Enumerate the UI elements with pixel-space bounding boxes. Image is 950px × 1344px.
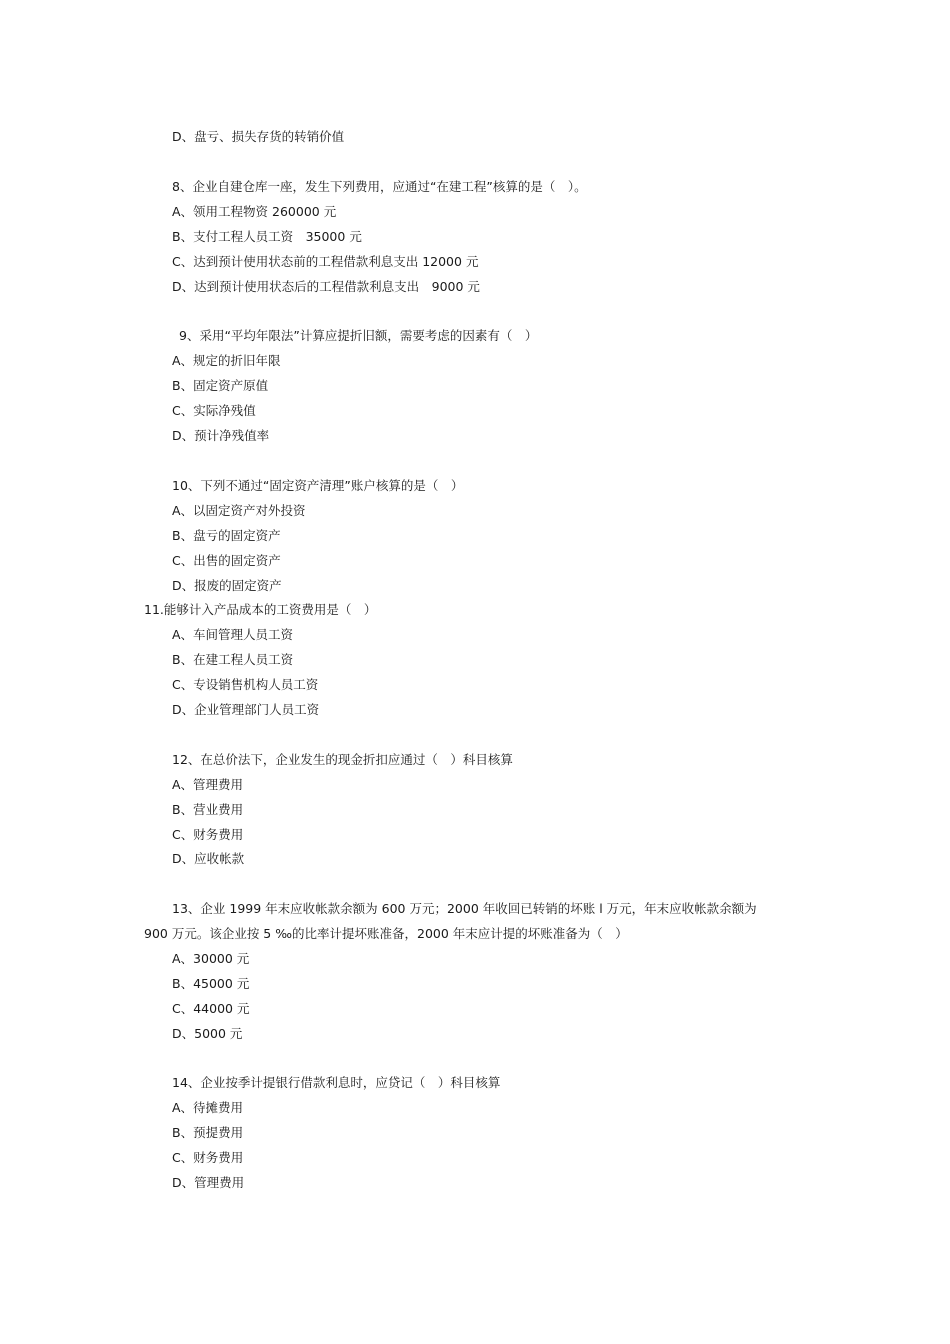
q11-option-a: A、车间管理人员工资 [172,627,294,642]
q14-option-c: C、财务费用 [172,1150,244,1165]
q7-option-d: D、盘亏、损失存货的转销价值 [172,129,345,144]
q8-option-c: C、达到预计使用状态前的工程借款利息支出 12000 元 [172,254,479,269]
q9-option-c: C、实际净残值 [172,403,256,418]
q11-option-b: B、在建工程人员工资 [172,652,294,667]
q9-option-d: D、预计净残值率 [172,428,270,443]
q12-option-c: C、财务费用 [172,827,244,842]
q14-question: 14、企业按季计提银行借款利息时，应贷记（ ）科目核算 [172,1075,501,1090]
q14-option-b: B、预提费用 [172,1125,244,1140]
q10-option-b: B、盘亏的固定资产 [172,528,281,543]
q12-option-b: B、营业费用 [172,802,244,817]
q11-option-c: C、专设销售机构人员工资 [172,677,319,692]
q13-option-a: A、30000 元 [172,951,250,966]
q9-option-b: B、固定资产原值 [172,378,269,393]
q14-option-d: D、管理费用 [172,1175,245,1190]
q10-option-d: D、报废的固定资产 [172,578,282,593]
q12-option-a: A、管理费用 [172,777,244,792]
q10-option-a: A、以固定资产对外投资 [172,503,306,518]
q10-question: 10、下列不通过“固定资产清理”账户核算的是（ ） [172,478,464,493]
q8-option-d: D、达到预计使用状态后的工程借款利息支出 9000 元 [172,279,480,294]
q11-option-d: D、企业管理部门人员工资 [172,702,320,717]
q14-option-a: A、待摊费用 [172,1100,244,1115]
q10-option-c: C、出售的固定资产 [172,553,281,568]
q8-option-a: A、领用工程物资 260000 元 [172,204,337,219]
q8-option-b: B、支付工程人员工资 35000 元 [172,229,362,244]
q11-question: 11.能够计入产品成本的工资费用是（ ） [144,602,377,617]
q13-option-c: C、44000 元 [172,1001,250,1016]
q12-option-d: D、应收帐款 [172,851,245,866]
q13-option-b: B、45000 元 [172,976,250,991]
q12-question: 12、在总价法下，企业发生的现金折扣应通过（ ）科目核算 [172,752,513,767]
q9-question: 9、采用“平均年限法”计算应提折旧额，需要考虑的因素有（ ） [179,328,538,343]
q13-question-cont: 900 万元。该企业按 5 ‰的比率计提坏账准备，2000 年末应计提的坏账准备为（ ） [144,926,628,941]
q13-option-d: D、5000 元 [172,1026,243,1041]
q9-option-a: A、规定的折旧年限 [172,353,281,368]
q13-question: 13、企业 1999 年末应收帐款余额为 600 万元；2000 年收回已转销的坏账 l 万元，年末应收帐款余额为 [172,901,757,916]
q8-question: 8、企业自建仓库一座，发生下列费用，应通过“在建工程”核算的是（ ）。 [172,179,587,194]
